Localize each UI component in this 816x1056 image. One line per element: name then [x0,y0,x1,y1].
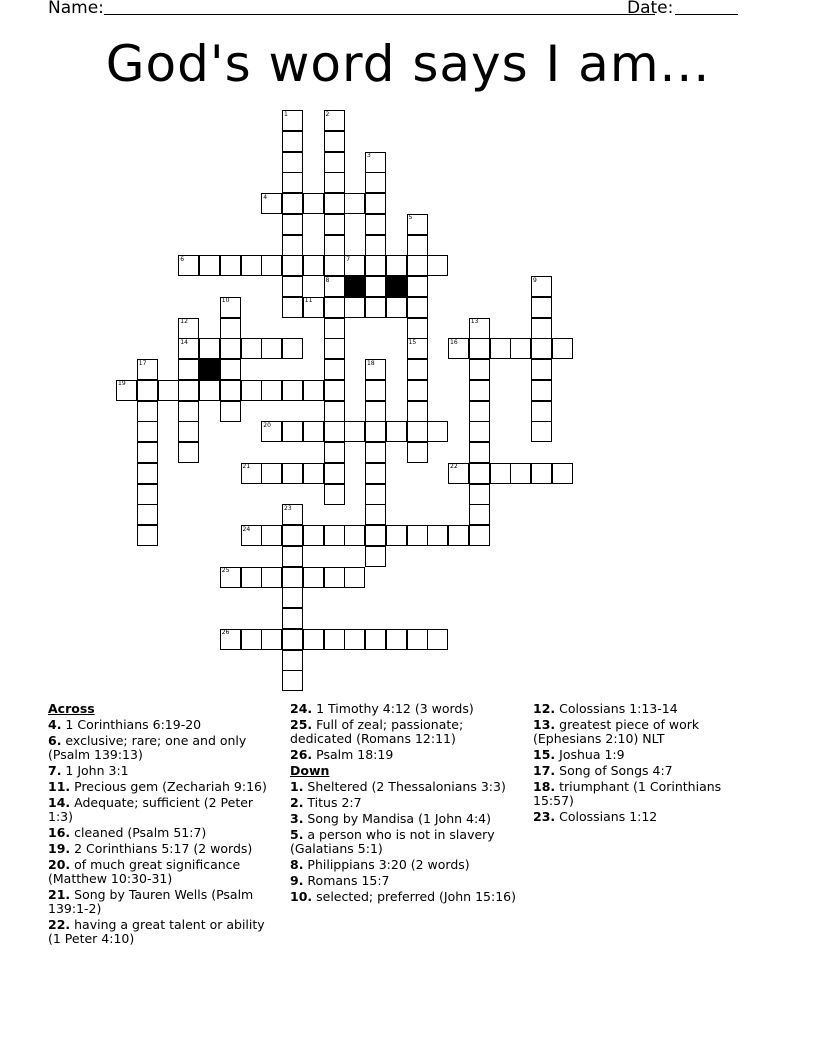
grid-cell[interactable] [220,318,241,339]
grid-cell[interactable] [324,131,345,152]
grid-cell[interactable] [469,442,490,463]
grid-cell[interactable] [344,629,365,650]
grid-cell[interactable] [158,380,179,401]
grid-cell[interactable] [282,525,303,546]
grid-cell[interactable] [427,255,448,276]
clue-number: 26 [221,629,230,637]
grid-cell[interactable] [282,380,303,401]
grid-cell[interactable] [303,525,324,546]
grid-cell[interactable] [303,193,324,214]
grid-cell[interactable] [324,152,345,173]
page-title: God's word says I am... [105,35,711,93]
grid-cell[interactable] [324,442,345,463]
clue-text: 1 John 3:1 [61,763,129,778]
clue-text: a person who is not in slavery (Galatians 5:1) [290,827,495,856]
grid-cell[interactable] [324,214,345,235]
grid-cell[interactable] [324,338,345,359]
grid-cell[interactable] [303,380,324,401]
clue-number-label: 7. [48,763,62,778]
grid-cell[interactable] [324,380,345,401]
clue-number-label: 15. [533,747,556,762]
grid-cell[interactable] [303,567,324,588]
clue-text: 1 Timothy 4:12 (3 words) [312,701,474,716]
grid-cell[interactable] [282,587,303,608]
grid-cell[interactable] [282,463,303,484]
grid-cell[interactable] [282,152,303,173]
clue-text: Psalm 18:19 [312,747,394,762]
clue-number-label: 25. [290,717,313,732]
grid-cell[interactable] [365,214,386,235]
grid-cell[interactable] [365,235,386,256]
clue-text: having a great talent or ability (1 Peter 4:10) [48,917,265,946]
name-label: Name: [48,0,104,18]
grid-cell[interactable] [303,463,324,484]
grid-cell[interactable] [303,297,324,318]
clue-text: Precious gem (Zechariah 9:16) [70,779,267,794]
grid-cell[interactable] [448,525,469,546]
grid-cell[interactable] [137,463,158,484]
grid-cell[interactable] [137,442,158,463]
down-clue [290,858,520,872]
clue-text: Titus 2:7 [303,795,362,810]
grid-cell[interactable] [220,359,241,380]
grid-cell[interactable] [365,484,386,505]
grid-cell[interactable] [220,255,241,276]
clue-text: Philippians 3:20 (2 words) [303,857,470,872]
grid-cell[interactable] [407,401,428,422]
grid-cell[interactable] [427,421,448,442]
down-clue [290,796,520,810]
grid-cell[interactable] [282,110,303,131]
clue-number: 7 [346,255,351,263]
clue-number: 14 [180,338,188,346]
grid-cell[interactable] [220,297,241,318]
clue-number-label: 21. [48,887,71,902]
grid-cell[interactable] [344,525,365,546]
grid-cell[interactable] [469,463,490,484]
grid-cell[interactable] [282,629,303,650]
clue-number: 15 [408,338,417,346]
clue-number: 24 [242,525,251,533]
grid-cell[interactable] [531,318,552,339]
grid-cell[interactable] [365,359,386,380]
grid-cell[interactable] [282,214,303,235]
black-square [199,359,220,380]
across-clue [48,734,278,762]
grid-cell[interactable] [282,172,303,193]
clue-text: Song by Mandisa (1 John 4:4) [303,811,492,826]
grid-cell[interactable] [241,255,262,276]
grid-cell[interactable] [324,421,345,442]
across-clue [48,796,278,824]
grid-cell[interactable] [220,338,241,359]
grid-cell[interactable] [324,484,345,505]
grid-cell[interactable] [531,401,552,422]
clue-number-label: 1. [290,779,304,794]
grid-cell[interactable] [199,380,220,401]
clue-number: 25 [221,567,230,574]
grid-cell[interactable] [386,421,407,442]
clue-number: 16 [450,338,458,346]
across-clue [48,842,278,856]
clue-number-label: 18. [533,779,556,794]
grid-cell[interactable] [427,629,448,650]
grid-cell[interactable] [282,670,303,691]
grid-cell[interactable] [178,359,199,380]
grid-cell[interactable] [407,338,428,359]
clue-number: 12 [180,318,188,325]
grid-cell[interactable] [282,276,303,297]
grid-cell[interactable] [282,338,303,359]
grid-cell[interactable] [324,629,345,650]
grid-cell[interactable] [324,401,345,422]
grid-cell[interactable] [407,235,428,256]
grid-cell[interactable] [282,193,303,214]
grid-cell[interactable] [137,421,158,442]
clue-text: 1 Corinthians 6:19-20 [61,717,202,732]
clue-number-label: 16. [48,825,71,840]
grid-cell[interactable] [261,255,282,276]
grid-cell[interactable] [303,421,324,442]
grid-cell[interactable] [407,318,428,339]
grid-cell[interactable] [282,421,303,442]
grid-cell[interactable] [178,380,199,401]
grid-cell[interactable] [324,463,345,484]
grid-cell[interactable] [261,421,282,442]
clue-number-label: 10. [290,889,313,904]
grid-cell[interactable] [324,193,345,214]
grid-cell[interactable] [282,255,303,276]
grid-cell[interactable] [531,338,552,359]
grid-cell[interactable] [490,463,511,484]
clues-column-1 [48,702,278,948]
clue-number: 13 [470,318,479,325]
across-clue [48,918,278,946]
grid-cell[interactable] [407,297,428,318]
grid-cell[interactable] [324,567,345,588]
down-clue [533,718,763,746]
down-clue [290,812,520,826]
grid-cell[interactable] [241,567,262,588]
clue-text: triumphant (1 Corinthians 15:57) [533,779,722,808]
grid-cell[interactable] [386,255,407,276]
grid-cell[interactable] [261,338,282,359]
clue-number-label: 22. [48,917,71,932]
grid-cell[interactable] [137,484,158,505]
down-clue [533,810,763,824]
grid-cell[interactable] [178,421,199,442]
clue-number-label: 14. [48,795,71,810]
grid-cell[interactable] [324,525,345,546]
clue-number-label: 6. [48,733,62,748]
grid-cell[interactable] [344,297,365,318]
clue-number: 22 [450,463,458,471]
clue-text: 2 Corinthians 5:17 (2 words) [70,841,253,856]
clue-number-label: 12. [533,701,556,716]
clue-number-label: 19. [48,841,71,856]
grid-cell[interactable] [407,525,428,546]
clue-number-label: 8. [290,857,304,872]
grid-cell[interactable] [407,629,428,650]
grid-cell[interactable] [282,546,303,567]
grid-cell[interactable] [365,172,386,193]
grid-cell[interactable] [552,338,573,359]
grid-cell[interactable] [531,463,552,484]
grid-cell[interactable] [365,525,386,546]
grid-cell[interactable] [448,463,469,484]
across-clue [48,858,278,886]
grid-cell[interactable] [469,484,490,505]
grid-cell[interactable] [365,546,386,567]
grid-cell[interactable] [199,338,220,359]
clue-number-label: 13. [533,717,556,732]
clue-text: cleaned (Psalm 51:7) [70,825,207,840]
clue-number-label: 5. [290,827,304,842]
grid-cell[interactable] [490,338,511,359]
grid-cell[interactable] [178,442,199,463]
clue-number: 3 [367,152,371,159]
grid-cell[interactable] [469,421,490,442]
grid-cell[interactable] [324,297,345,318]
clue-number-label: 3. [290,811,304,826]
down-clue [533,780,763,808]
black-square [386,276,407,297]
grid-cell[interactable] [365,276,386,297]
across-heading: Across [48,701,95,716]
clue-number: 5 [408,214,413,222]
grid-cell[interactable] [407,359,428,380]
grid-cell[interactable] [241,380,262,401]
down-clue [290,828,520,856]
clue-number-label: 23. [533,809,556,824]
across-clue [48,888,278,916]
clue-text: Song by Tauren Wells (Psalm 139:1-2) [48,887,254,916]
clue-number-label: 24. [290,701,313,716]
grid-cell[interactable] [365,255,386,276]
clue-number-label: 2. [290,795,304,810]
grid-cell[interactable] [365,421,386,442]
clue-text: of much great significance (Matthew 10:30-31) [48,857,241,886]
grid-cell[interactable] [261,525,282,546]
down-heading: Down [290,763,330,778]
grid-cell[interactable] [282,504,303,525]
across-clue [290,748,520,762]
across-clue [48,826,278,840]
grid-cell[interactable] [137,359,158,380]
grid-cell[interactable] [531,380,552,401]
grid-cell[interactable] [365,193,386,214]
grid-cell[interactable] [261,629,282,650]
across-clue [290,702,520,716]
clue-number: 6 [180,255,185,263]
grid-cell[interactable] [407,276,428,297]
clue-number-label: 20. [48,857,71,872]
grid-cell[interactable] [344,193,365,214]
grid-cell[interactable] [324,110,345,131]
clue-number: 18 [367,359,375,367]
grid-cell[interactable] [178,255,199,276]
grid-cell[interactable] [365,380,386,401]
grid-cell[interactable] [344,567,365,588]
grid-cell[interactable] [469,359,490,380]
grid-cell[interactable] [469,401,490,422]
grid-cell[interactable] [261,463,282,484]
grid-cell[interactable] [469,338,490,359]
grid-cell[interactable] [365,442,386,463]
grid-cell[interactable] [344,255,365,276]
grid-cell[interactable] [137,525,158,546]
clue-text: Colossians 1:12 [555,809,658,824]
grid-cell[interactable] [407,421,428,442]
grid-cell[interactable] [407,255,428,276]
grid-cell[interactable] [282,567,303,588]
grid-cell[interactable] [220,380,241,401]
grid-cell[interactable] [324,276,345,297]
grid-cell[interactable] [365,463,386,484]
clue-text: Adequate; sufficient (2 Peter 1:3) [48,795,254,824]
clue-number: 2 [325,110,330,118]
grid-cell[interactable] [220,401,241,422]
grid-cell[interactable] [116,380,137,401]
clue-number: 23 [284,504,292,512]
down-clue [290,874,520,888]
grid-cell[interactable] [178,401,199,422]
clue-text: selected; preferred (John 15:16) [312,889,516,904]
grid-cell[interactable] [303,255,324,276]
grid-cell[interactable] [407,214,428,235]
grid-cell[interactable] [324,235,345,256]
grid-cell[interactable] [386,297,407,318]
clues-column-3 [533,702,763,826]
down-clue [533,748,763,762]
black-square [344,276,365,297]
grid-cell[interactable] [220,567,241,588]
grid-cell[interactable] [531,359,552,380]
grid-cell[interactable] [220,629,241,650]
grid-cell[interactable] [241,338,262,359]
clue-text: greatest piece of work (Ephesians 2:10) NLT [533,717,700,746]
grid-cell[interactable] [178,318,199,339]
across-clue [290,718,520,746]
grid-cell[interactable] [303,629,324,650]
clue-number-label: 9. [290,873,304,888]
date-label: Date: [627,0,674,18]
clue-number: 1 [284,110,288,118]
grid-cell[interactable] [261,380,282,401]
grid-cell[interactable] [365,401,386,422]
clue-text: Joshua 1:9 [555,747,625,762]
clue-number: 8 [325,276,330,284]
grid-cell[interactable] [137,504,158,525]
clue-number: 20 [263,421,271,429]
down-clue [533,764,763,778]
grid-cell[interactable] [282,131,303,152]
clue-text: Full of zeal; passionate; dedicated (Romans 12:11) [290,717,464,746]
grid-cell[interactable] [552,463,573,484]
grid-cell[interactable] [427,525,448,546]
grid-cell[interactable] [324,359,345,380]
grid-cell[interactable] [531,421,552,442]
grid-cell[interactable] [386,629,407,650]
grid-cell[interactable] [407,442,428,463]
grid-cell[interactable] [448,338,469,359]
grid-cell[interactable] [469,318,490,339]
grid-cell[interactable] [365,152,386,173]
grid-cell[interactable] [407,380,428,401]
across-clue [48,718,278,732]
clue-number: 11 [304,297,313,305]
grid-cell[interactable] [261,193,282,214]
grid-cell[interactable] [469,504,490,525]
clue-text: Colossians 1:13-14 [555,701,678,716]
grid-cell[interactable] [261,567,282,588]
clue-number-label: 4. [48,717,62,732]
grid-cell[interactable] [282,297,303,318]
grid-cell[interactable] [137,401,158,422]
clue-text: Song of Songs 4:7 [555,763,673,778]
across-clue [48,764,278,778]
grid-cell[interactable] [386,525,407,546]
grid-cell[interactable] [137,380,158,401]
grid-cell[interactable] [324,172,345,193]
clue-number: 17 [138,359,147,367]
down-clue [290,780,520,794]
grid-cell[interactable] [178,338,199,359]
clue-text: Sheltered (2 Thessalonians 3:3) [303,779,506,794]
across-clue [48,780,278,794]
clue-number-label: 17. [533,763,556,778]
grid-cell[interactable] [365,629,386,650]
grid-cell[interactable] [531,297,552,318]
grid-cell[interactable] [324,318,345,339]
grid-cell[interactable] [282,235,303,256]
grid-cell[interactable] [510,463,531,484]
grid-cell[interactable] [282,650,303,671]
grid-cell[interactable] [199,255,220,276]
grid-cell[interactable] [324,255,345,276]
clue-number: 19 [118,380,126,388]
grid-cell[interactable] [344,421,365,442]
clue-number: 9 [533,276,537,284]
clue-number: 10 [221,297,230,305]
grid-cell[interactable] [531,276,552,297]
grid-cell[interactable] [510,338,531,359]
grid-cell[interactable] [282,608,303,629]
down-clue [290,890,520,904]
clue-number-label: 11. [48,779,71,794]
clue-number-label: 26. [290,747,313,762]
grid-cell[interactable] [241,525,262,546]
down-clue [533,702,763,716]
grid-cell[interactable] [469,380,490,401]
grid-cell[interactable] [365,504,386,525]
grid-cell[interactable] [365,297,386,318]
grid-cell[interactable] [241,463,262,484]
clues-column-2 [290,702,520,906]
clue-number: 4 [263,193,268,201]
grid-cell[interactable] [469,525,490,546]
grid-cell[interactable] [241,629,262,650]
clue-number: 21 [242,463,251,471]
clue-text: exclusive; rare; one and only (Psalm 139:13) [48,733,247,762]
clue-text: Romans 15:7 [303,873,390,888]
